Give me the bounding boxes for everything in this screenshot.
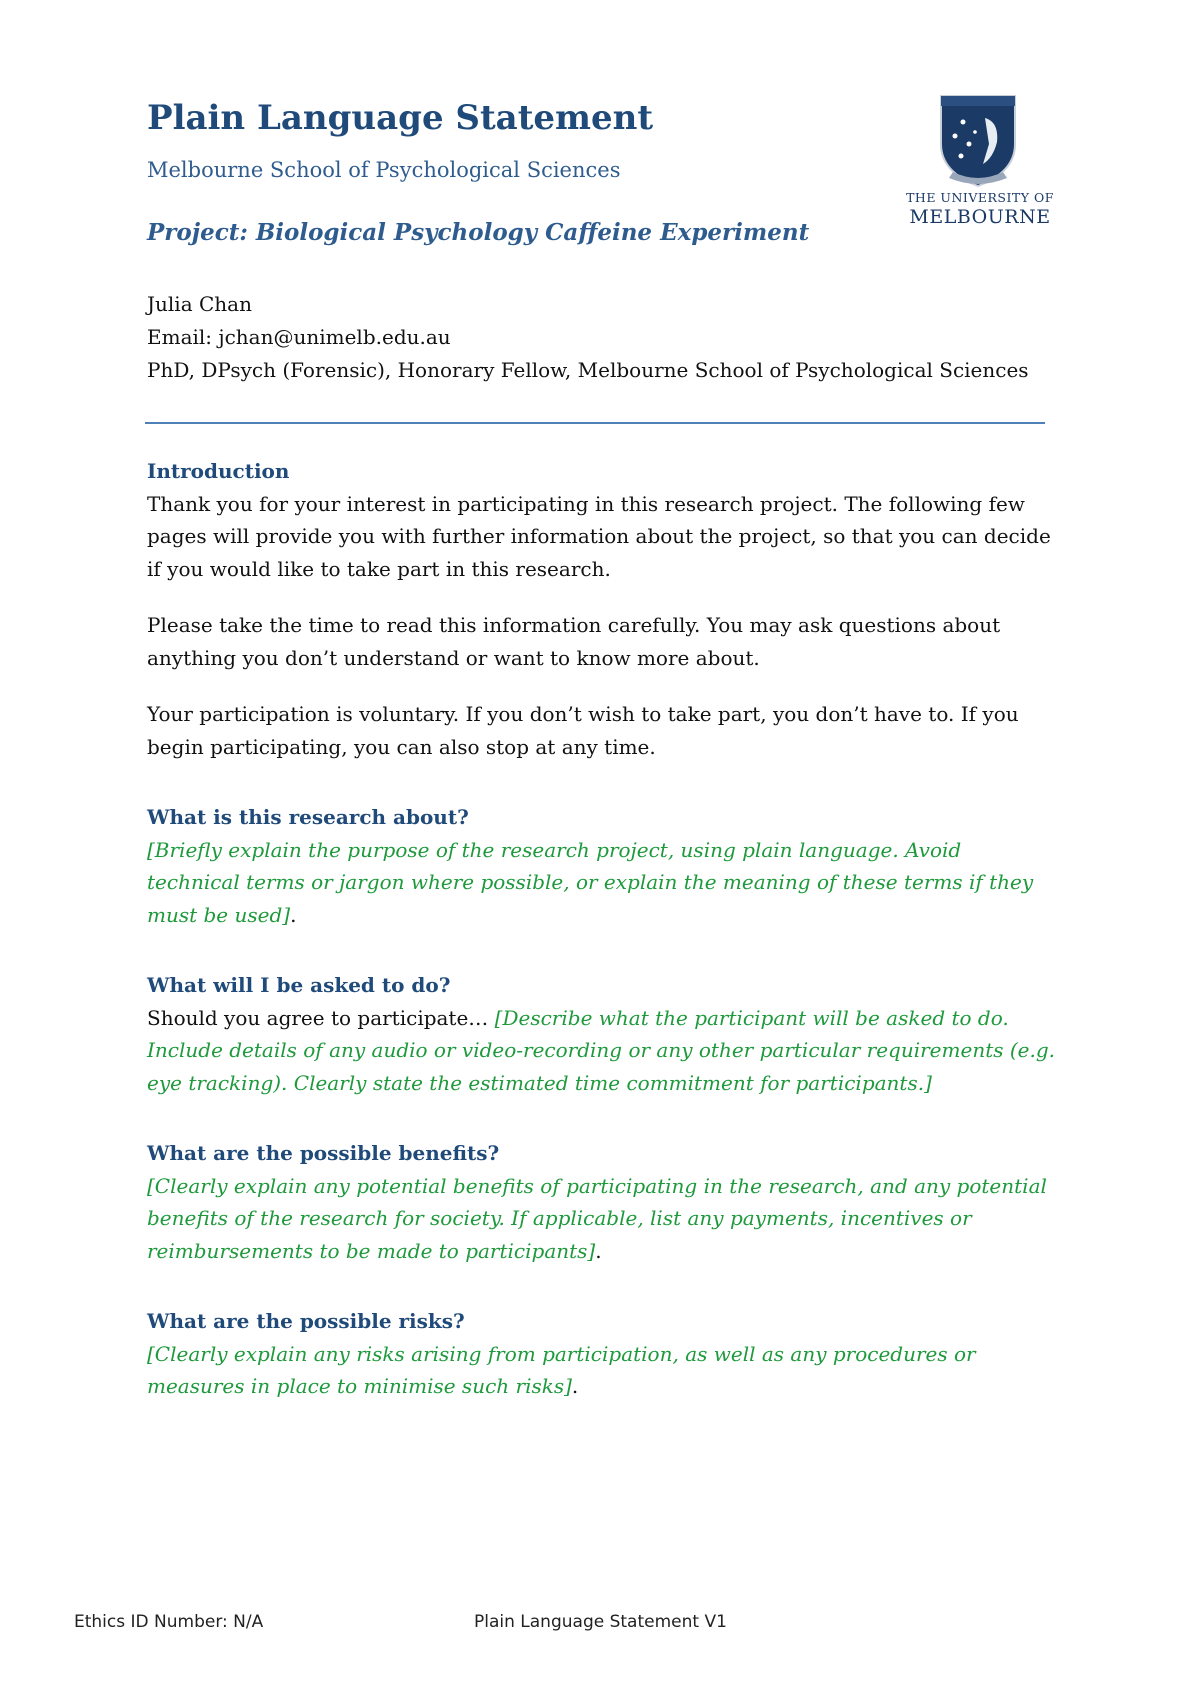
asked-paragraph xyxy=(147,1002,1057,1100)
benefits-heading: What are the possible benefits? xyxy=(147,1141,500,1165)
about-paragraph xyxy=(147,834,1057,932)
logo-text-line2: MELBOURNE xyxy=(909,206,1051,228)
document-body xyxy=(147,455,1057,1427)
risks-tail: . xyxy=(571,1374,579,1398)
school-subtitle: Melbourne School of Psychological Sciences xyxy=(147,158,621,182)
footer-version: Plain Language Statement V1 xyxy=(474,1612,727,1632)
intro-paragraph-1: Thank you for your interest in participating in this research project. The following few pages will provide you with further information about the project, so that you can decide if you would like to take part in this research. xyxy=(147,491,1051,581)
benefits-paragraph xyxy=(147,1170,1057,1268)
intro-paragraph-3: Your participation is voluntary. If you don’t wish to take part, you don’t have to. If you begin participating, you can also stop at any time. xyxy=(147,702,1019,759)
document-title: Plain Language Statement xyxy=(147,98,654,138)
intro-heading: Introduction xyxy=(147,459,290,483)
asked-guide-text: [Describe what the participant will be asked to do. Include details of any audio or video-recording or any other particular requirements (e.g. eye tracking). Clearly state the estimated time commitment for participants.] xyxy=(147,1005,1056,1095)
footer-ethics-id: Ethics ID Number: N/A xyxy=(74,1612,264,1632)
risks-guide-text: [Clearly explain any risks arising from participation, as well as any procedures or measures in place to minimise such risks] xyxy=(147,1341,976,1398)
risks-heading: What are the possible risks? xyxy=(147,1309,465,1333)
benefits-guide-text: [Clearly explain any potential benefits of participating in the research, and any potential benefits of the research for society. If applicable, list any payments, incentives or reimbursements to be made to participants] xyxy=(147,1173,1047,1263)
author-block xyxy=(147,288,1029,387)
asked-lead-text: Should you agree to participate… xyxy=(147,1005,495,1030)
intro-paragraph-2: Please take the time to read this information carefully. You may ask questions about anything you don’t understand or want to know more about. xyxy=(147,613,1001,670)
asked-heading: What will I be asked to do? xyxy=(147,973,451,997)
university-crest-icon xyxy=(933,92,1023,188)
university-logo xyxy=(905,92,1055,237)
about-heading: What is this research about? xyxy=(147,805,469,829)
author-email: Email: jchan@unimelb.edu.au xyxy=(147,325,451,349)
about-guide-text: [Briefly explain the purpose of the research project, using plain language. Avoid technical terms or jargon where possible, or explain the meaning of these terms if they must be used] xyxy=(147,837,1034,927)
risks-paragraph xyxy=(147,1338,1057,1403)
benefits-tail: . xyxy=(595,1238,602,1263)
author-credentials: PhD, DPsych (Forensic), Honorary Fellow, Melbourne School of Psychological Sciences xyxy=(147,358,1029,382)
project-title: Project: Biological Psychology Caffeine Experiment xyxy=(147,219,810,246)
header-divider xyxy=(145,422,1045,424)
author-name: Julia Chan xyxy=(147,292,252,316)
about-tail: . xyxy=(290,902,297,927)
logo-text-line1: THE UNIVERSITY OF xyxy=(906,190,1054,205)
